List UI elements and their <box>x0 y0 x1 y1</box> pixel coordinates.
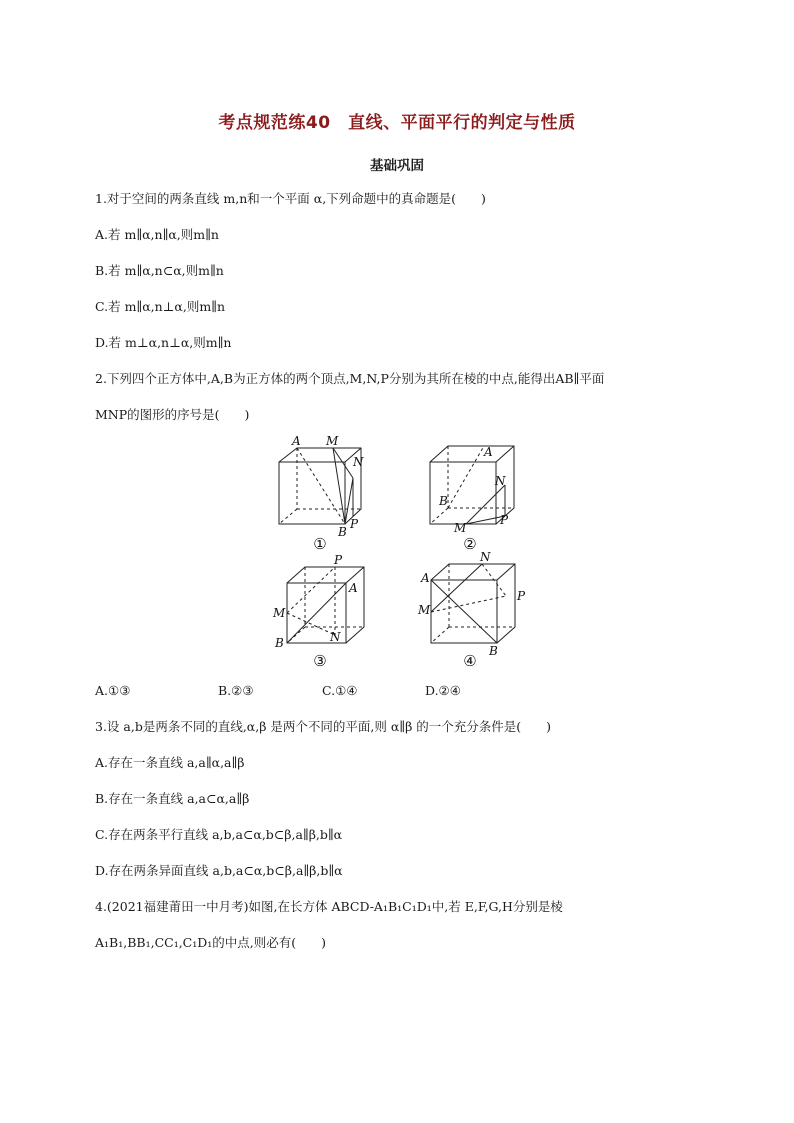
q3-option-c: C.存在两条平行直线 a,b,a⊂α,b⊂β,a∥β,b∥α <box>95 827 343 842</box>
f2-label-a: A <box>484 445 493 459</box>
figure-1-cube <box>279 448 361 524</box>
f1-label-a: A <box>292 434 301 448</box>
q3-option-d: D.存在两条异面直线 a,b,a⊂α,b⊂β,a∥β,b∥α <box>95 863 343 878</box>
f3-number: ③ <box>313 652 327 670</box>
q4-stem-line1: 4.(2021福建莆田一中月考)如图,在长方体 ABCD-A₁B₁C₁D₁中,若 E,F,G,H分别是棱 <box>95 899 563 914</box>
f4-number: ④ <box>463 652 477 670</box>
f1-number: ① <box>313 535 327 553</box>
f3-label-p: P <box>334 553 343 567</box>
f2-label-b: B <box>439 494 448 508</box>
q4-stem-line2: A₁B₁,BB₁,CC₁,C₁D₁的中点,则必有( ) <box>95 935 327 950</box>
f3-label-b: B <box>275 636 284 650</box>
q2-option-c: C.①④ <box>322 683 358 698</box>
f1-label-b: B <box>338 525 347 539</box>
q1-option-d: D.若 m⊥α,n⊥α,则m∥n <box>95 335 232 350</box>
figure-3-cube <box>287 567 364 643</box>
f4-label-n: N <box>480 550 491 564</box>
f3-label-m: M <box>273 606 286 620</box>
f2-label-n: N <box>495 474 506 488</box>
f4-label-p: P <box>517 589 526 603</box>
section-heading: 基础巩固 <box>370 158 424 174</box>
f4-label-a: A <box>421 571 430 585</box>
f1-label-n: N <box>353 455 364 469</box>
f4-label-b: B <box>489 644 498 658</box>
f2-label-p: P <box>500 513 509 527</box>
q2-stem-line1: 2.下列四个正方体中,A,B为正方体的两个顶点,M,N,P分别为其所在棱的中点,能得出AB∥平面 <box>95 371 605 386</box>
q1-stem: 1.对于空间的两条直线 m,n和一个平面 α,下列命题中的真命题是( ) <box>95 191 486 206</box>
f2-label-m: M <box>454 521 467 535</box>
f4-label-m: M <box>418 603 431 617</box>
q3-option-a: A.存在一条直线 a,a∥α,a∥β <box>95 755 245 770</box>
page-title: 考点规范练40 直线、平面平行的判定与性质 <box>218 113 576 133</box>
f1-label-p: P <box>350 517 359 531</box>
q2-stem-line2: MNP的图形的序号是( ) <box>95 407 250 422</box>
f1-label-m: M <box>326 434 339 448</box>
q2-option-a: A.①③ <box>95 683 131 698</box>
q1-option-a: A.若 m∥α,n∥α,则m∥n <box>95 227 219 242</box>
f2-number: ② <box>463 535 477 553</box>
figure-4-cube <box>431 564 515 643</box>
q3-stem: 3.设 a,b是两条不同的直线,α,β 是两个不同的平面,则 α∥β 的一个充分条件是( ) <box>95 719 552 734</box>
q3-option-b: B.存在一条直线 a,a⊂α,a∥β <box>95 791 250 806</box>
q1-option-b: B.若 m∥α,n⊂α,则m∥n <box>95 263 224 278</box>
q2-option-b: B.②③ <box>218 683 254 698</box>
f3-label-n: N <box>330 630 341 644</box>
q1-option-c: C.若 m∥α,n⊥α,则m∥n <box>95 299 226 314</box>
f3-label-a: A <box>349 581 358 595</box>
q2-option-d: D.②④ <box>425 683 461 698</box>
